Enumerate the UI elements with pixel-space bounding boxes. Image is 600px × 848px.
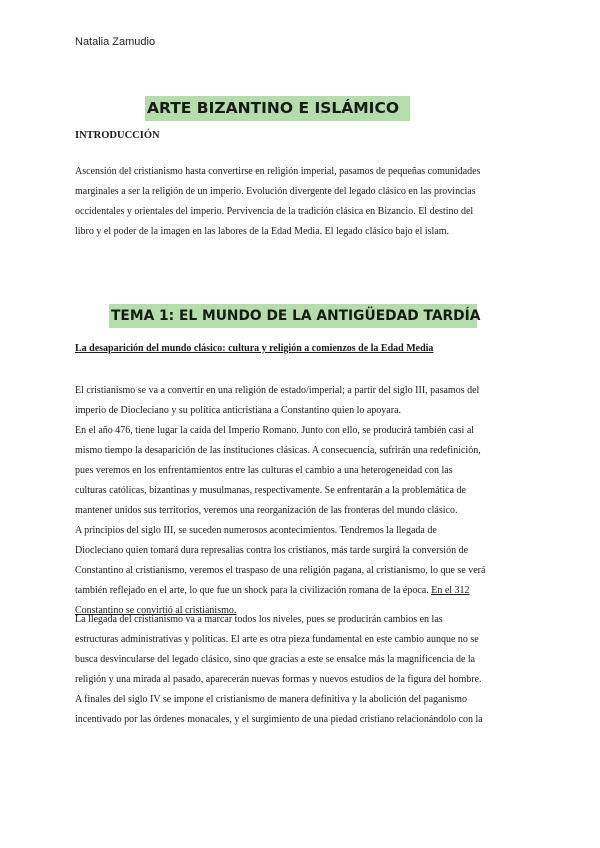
text-line: estructuras administrativas y políticas. El arte es otra pieza fundamental en este cambio aunque no se <box>75 634 479 645</box>
text-line: El cristianismo se va a convertir en una religión de estado/imperial; a partir del siglo III, pasamos del <box>75 385 480 396</box>
text-line: Constantino al cristianismo, veremos el traspaso de una religión pagana, al cristianismo, lo que se verá <box>75 565 486 576</box>
text-line: mismo tiempo la desaparición de las instituciones clásicas. A consecuencia, sufrirán una redefinición, <box>75 445 481 456</box>
underlined-text: Constantino se convirtió al cristianismo. <box>75 605 237 616</box>
text-line: Diocleciano quien tomará dura represalias contra los cristianos, más tarde surgirá la conversión de <box>75 545 469 556</box>
text-line: culturas católicas, bizantinas y musulmanas, respectivamente. Se enfrentarán a la problemática de <box>75 485 466 496</box>
text-line: La llegada del cristianismo va a marcar todos los niveles, pues se producirán cambios en las <box>75 614 443 625</box>
text-line: religión y una mirada al pasado, aparecerán nuevas formas y nuevos estudios de la figura del hombre. <box>75 674 482 685</box>
text-line: En el año 476, tiene lugar la caída del Imperio Romano. Junto con ello, se producirá también casi al <box>75 425 475 436</box>
document-title: ARTE BIZANTINO E ISLÁMICO <box>145 96 410 121</box>
text-line: occidentales y orientales del imperio. Pervivencia de la tradición clásica en Bizancio. El destino del <box>75 206 474 217</box>
text-line: marginales a ser la religión de un imperio. Evolución divergente del legado clásico en las provincias <box>75 186 476 197</box>
tema1-title: TEMA 1: EL MUNDO DE LA ANTIGÜEDAD TARDÍA <box>109 304 477 328</box>
text-line: A principios del siglo III, se suceden numerosos acontecimientos. Tendremos la llegada de <box>75 525 437 536</box>
text-line: busca desvincularse del legado clásico, sino que gracias a este se ensalce más la magnificencia de la <box>75 654 476 665</box>
text-line-mixed <box>75 581 527 601</box>
text-line: imperio de Diocleciano y su política anticristiana a Constantino quien lo apoyara. <box>75 405 402 416</box>
section-title: La desaparición del mundo clásico: cultura y religión a comienzos de la Edad Media <box>75 343 434 354</box>
text-line: A finales del siglo IV se impone el cristianismo de manera definitiva y la abolición del paganismo <box>75 694 467 705</box>
intro-paragraph <box>75 162 527 242</box>
text-line: pues veremos en los enfrentamientos entre las culturas el cambio a una heterogeneidad con las <box>75 465 453 476</box>
text-line: Ascensión del cristianismo hasta convertirse en religión imperial, pasamos de pequeñas comunidades <box>75 166 481 177</box>
author-name: Natalia Zamudio <box>75 36 156 48</box>
text-fragment: también reflejado en el arte, lo que fue un shock para la civilización romana de la época. <box>75 585 432 596</box>
intro-heading: INTRODUCCIÓN <box>75 130 160 141</box>
text-line: libro y el poder de la imagen en las labores de la Edad Media. El legado clásico bajo el islam. <box>75 226 450 237</box>
text-line: incentivado por las órdenes monacales, y el surgimiento de una piedad cristiano relacionándolo con la <box>75 714 483 725</box>
underlined-text: En el 312 <box>431 585 470 596</box>
text-line: mantener unidos sus territorios, veremos una reorganización de las fronteras del mundo clásico. <box>75 505 458 516</box>
tema1-paragraph-2 <box>75 610 527 730</box>
tema1-paragraph-1 <box>75 381 527 621</box>
